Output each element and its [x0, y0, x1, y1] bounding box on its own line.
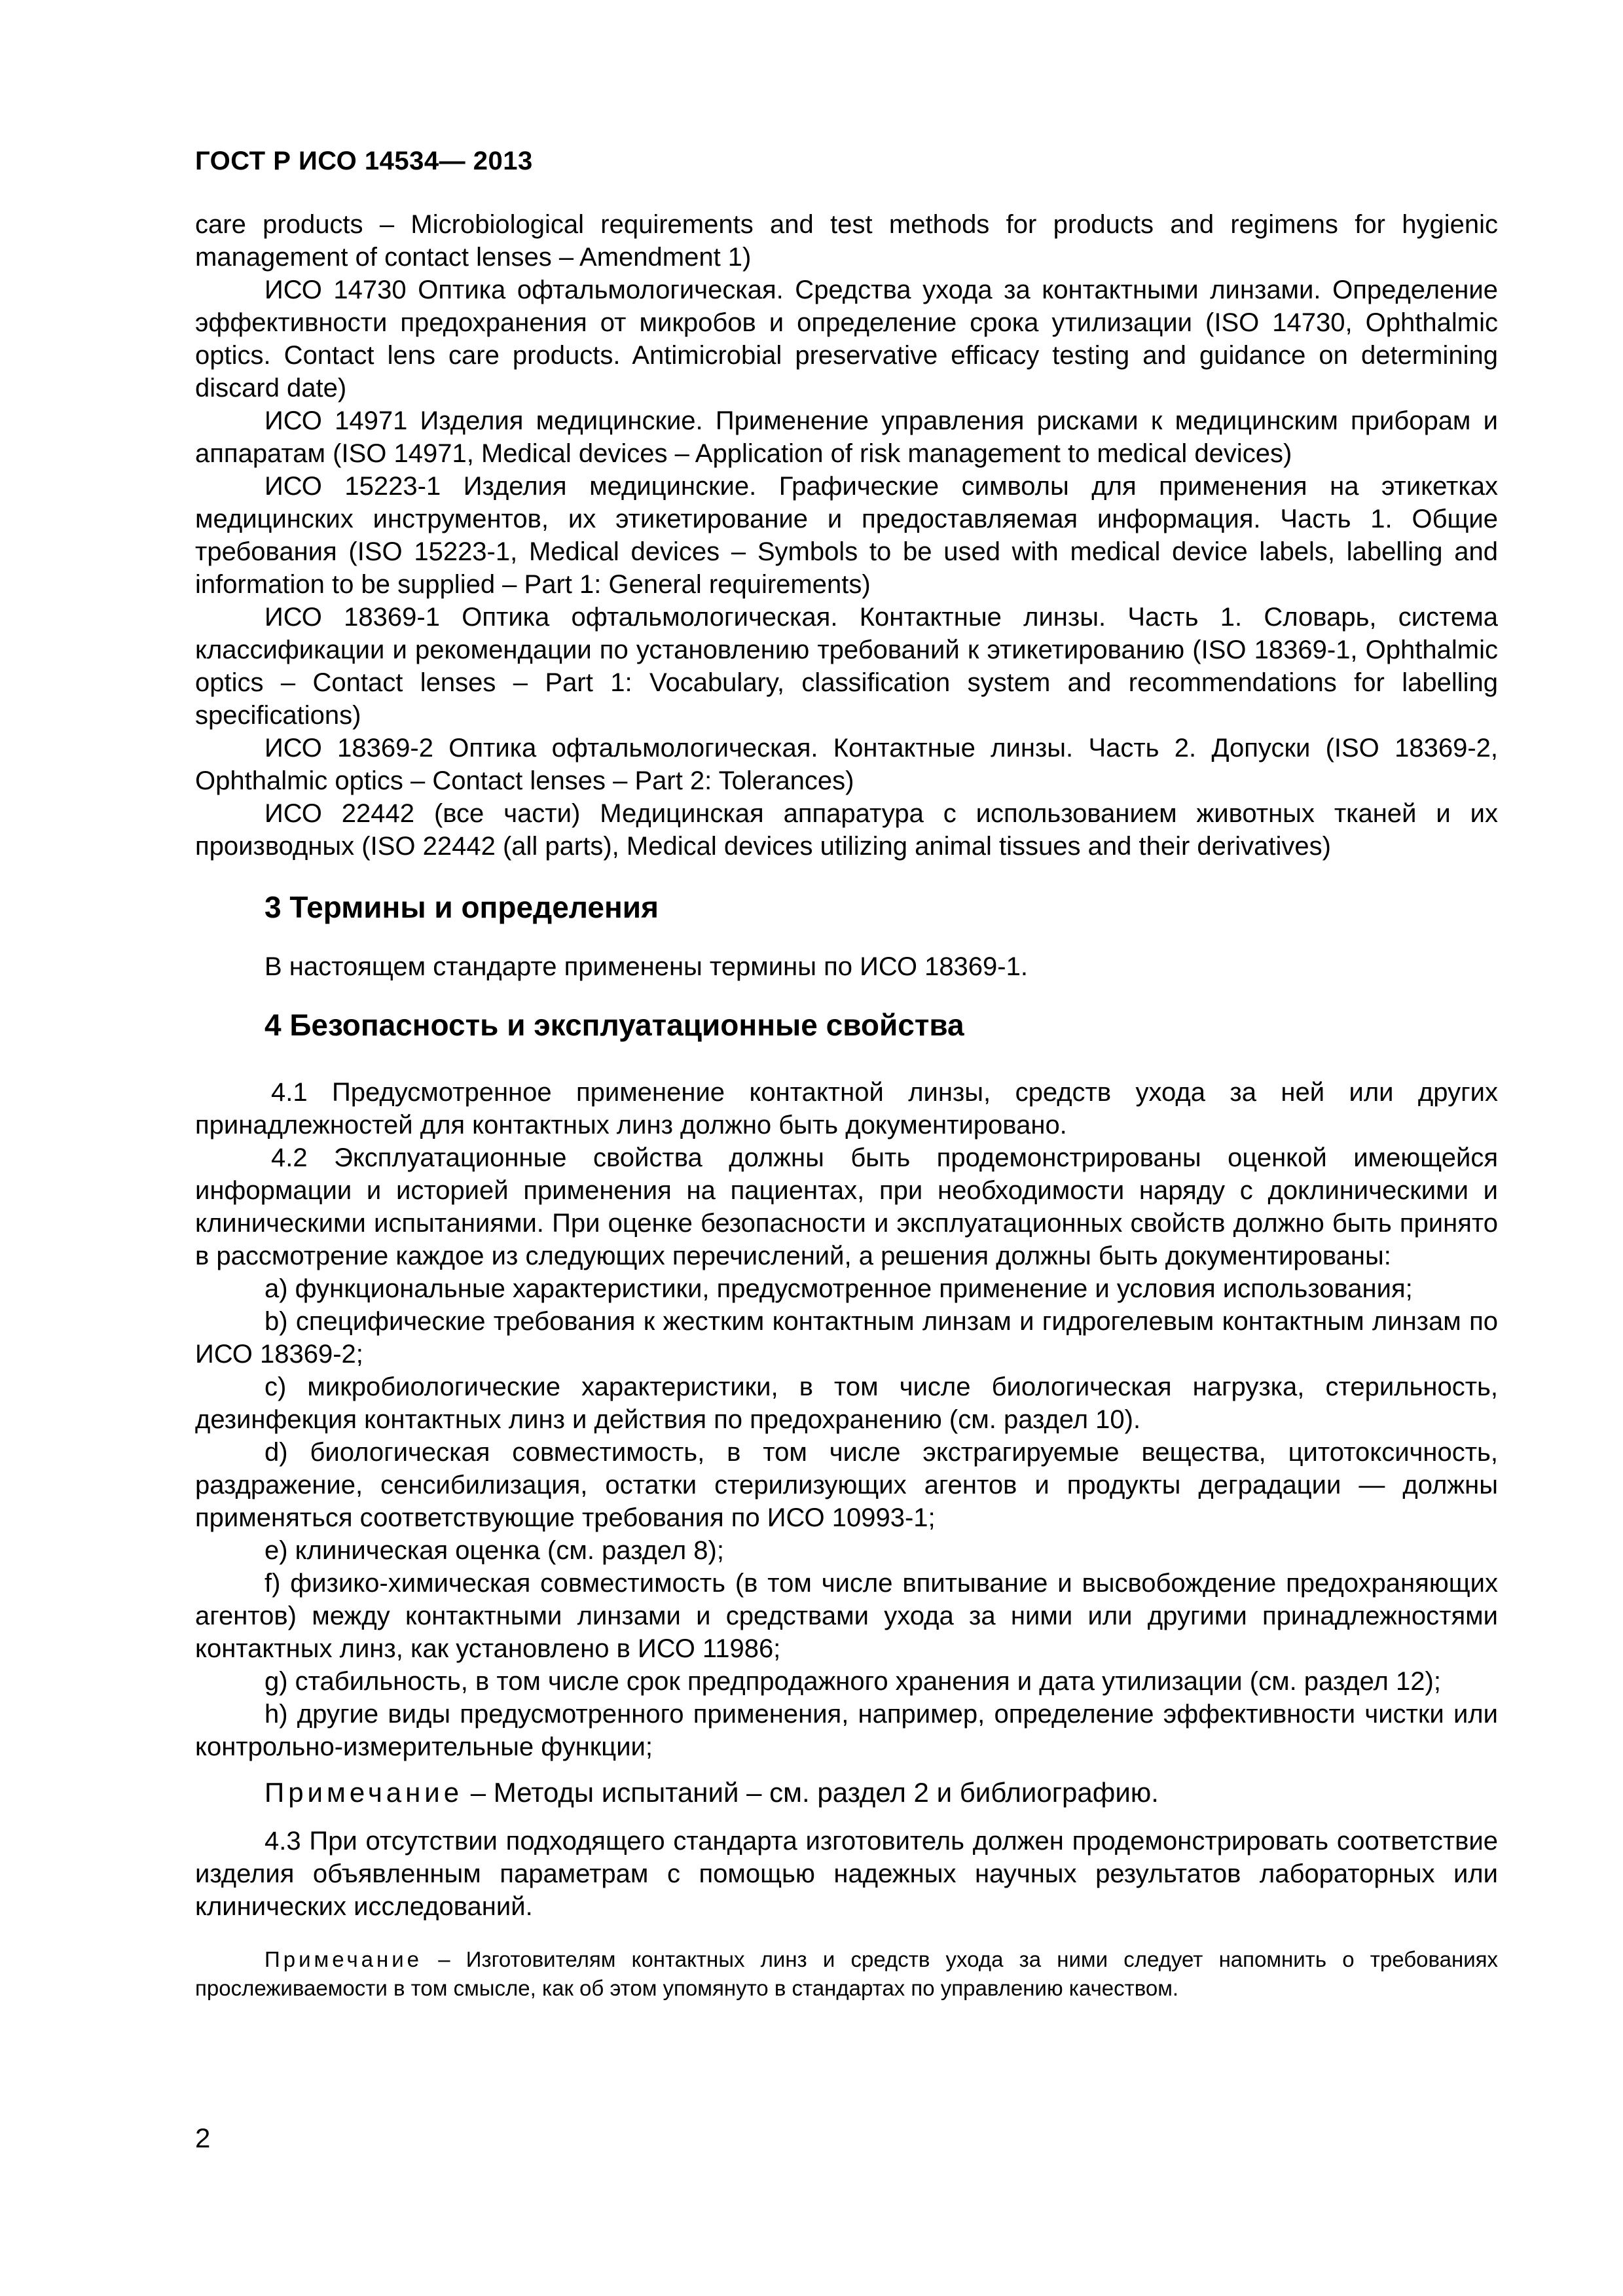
- note-text: – Изготовителям контактных линз и средств ухода за ними следует напомнить о требованиях прослеживаемости в том смысле, как об этом упомянуто в стандартах по управлению качеством.: [195, 1947, 1498, 2000]
- note-text: – Методы испытаний – см. раздел 2 и библиографию.: [463, 1777, 1159, 1808]
- note-methods: [195, 1775, 1498, 1810]
- reference-entry: ИСО 22442 (все части) Медицинская аппаратура с использованием животных тканей и их производных (ISO 22442 (all parts), Medical devices utilizing animal tissues and their derivatives): [195, 799, 1498, 861]
- page-number: 2: [195, 2123, 211, 2153]
- reference-entry: ИСО 14971 Изделия медицинские. Применение управления рисками к медицинским приборам и аппаратам (ISO 14971, Medical devices – Application of risk management to medical devices): [195, 406, 1498, 468]
- section-3-heading: 3 Термины и определения: [264, 890, 659, 924]
- reference-entry: ИСО 18369-1 Оптика офтальмологическая. Контактные линзы. Часть 1. Словарь, система классификации и рекомендации по установлению требований к этикетированию (ISO 18369-1, Ophthalmic optics – Contact lenses – Part 1: Vocabulary, classification system and recommendations for labelling specifications): [195, 603, 1498, 730]
- list-item: d) биологическая совместимость, в том числе экстрагируемые вещества, цитотоксичность, раздражение, сенсибилизация, остатки стерилизующих агентов и продукты деградации — должны применяться соответствующие требования по ИСО 10993-1;: [195, 1438, 1498, 1532]
- clause-4-1: 4.1 Предусмотренное применение контактной линзы, средств ухода за ней или других принадлежностей для контактных линз должно быть документировано.: [195, 1078, 1498, 1139]
- reference-entry: ИСО 18369-2 Оптика офтальмологическая. Контактные линзы. Часть 2. Допуски (ISO 18369-2, Ophthalmic optics – Contact lenses – Part 2: Tolerances): [195, 734, 1498, 795]
- note-label: Примечание: [264, 1777, 464, 1808]
- reference-entry: ИСО 15223-1 Изделия медицинские. Графические символы для применения на этикетках медицинских инструментов, их этикетирование и предоставляемая информация. Часть 1. Общие требования (ISO 15223-1, Medical devices – Symbols to be used with medical device labels, labelling and information to be supplied – Part 1: General requirements): [195, 472, 1498, 599]
- reference-entry: ИСО 14730 Оптика офтальмологическая. Средства ухода за контактными линзами. Определение эффективности предохранения от микробов и определение срока утилизации (ISO 14730, Ophthalmic optics. Contact lens care products. Antimicrobial preservative efficacy testing and guidance on determining discard date): [195, 276, 1498, 403]
- section-4-heading: 4 Безопасность и эксплуатационные свойства: [264, 1008, 964, 1042]
- reference-entry: care products – Microbiological requirements and test methods for products and regimens for hygienic management of contact lenses – Amendment 1): [195, 210, 1498, 272]
- list-item: c) микробиологические характеристики, в том числе биологическая нагрузка, стерильность, дезинфекция контактных линз и действия по предохранению (см. раздел 10).: [195, 1372, 1498, 1434]
- note-traceability: [195, 1945, 1498, 2003]
- document-header: ГОСТ Р ИСО 14534— 2013: [195, 147, 533, 175]
- document-body: [195, 208, 1498, 2003]
- section-3-text: В настоящем стандарте применены термины по ИСО 18369-1.: [264, 952, 1028, 981]
- list-item: h) другие виды предусмотренного применения, например, определение эффективности чистки или контрольно-измерительные функции;: [195, 1700, 1498, 1761]
- list-item: g) стабильность, в том числе срок предпродажного хранения и дата утилизации (см. раздел 12);: [264, 1667, 1441, 1696]
- note-label: Примечание: [264, 1947, 423, 1971]
- list-item: e) клиническая оценка (см. раздел 8);: [264, 1536, 724, 1565]
- clause-4-2: 4.2 Эксплуатационные свойства должны быть продемонстрированы оценкой имеющейся информации и историей применения на пациентах, при необходимости наряду с доклиническими и клиническими испытаниями. При оценке безопасности и эксплуатационных свойств должно быть принято в рассмотрение каждое из следующих перечислений, а решения должны быть документированы:: [195, 1143, 1498, 1270]
- list-item: b) специфические требования к жестким контактным линзам и гидрогелевым контактным линзам по ИСО 18369-2;: [195, 1307, 1498, 1369]
- list-item: f) физико-химическая совместимость (в том числе впитывание и высвобождение предохраняющих агентов) между контактными линзами и средствами ухода за ними или другими принадлежностями контактных линз, как установлено в ИСО 11986;: [195, 1569, 1498, 1663]
- list-item: a) функциональные характеристики, предусмотренное применение и условия использования;: [264, 1274, 1413, 1303]
- clause-4-3: 4.3 При отсутствии подходящего стандарта изготовитель должен продемонстрировать соответствие изделия объявленным параметрам с помощью надежных научных результатов лабораторных или клинических исследований.: [195, 1827, 1498, 1921]
